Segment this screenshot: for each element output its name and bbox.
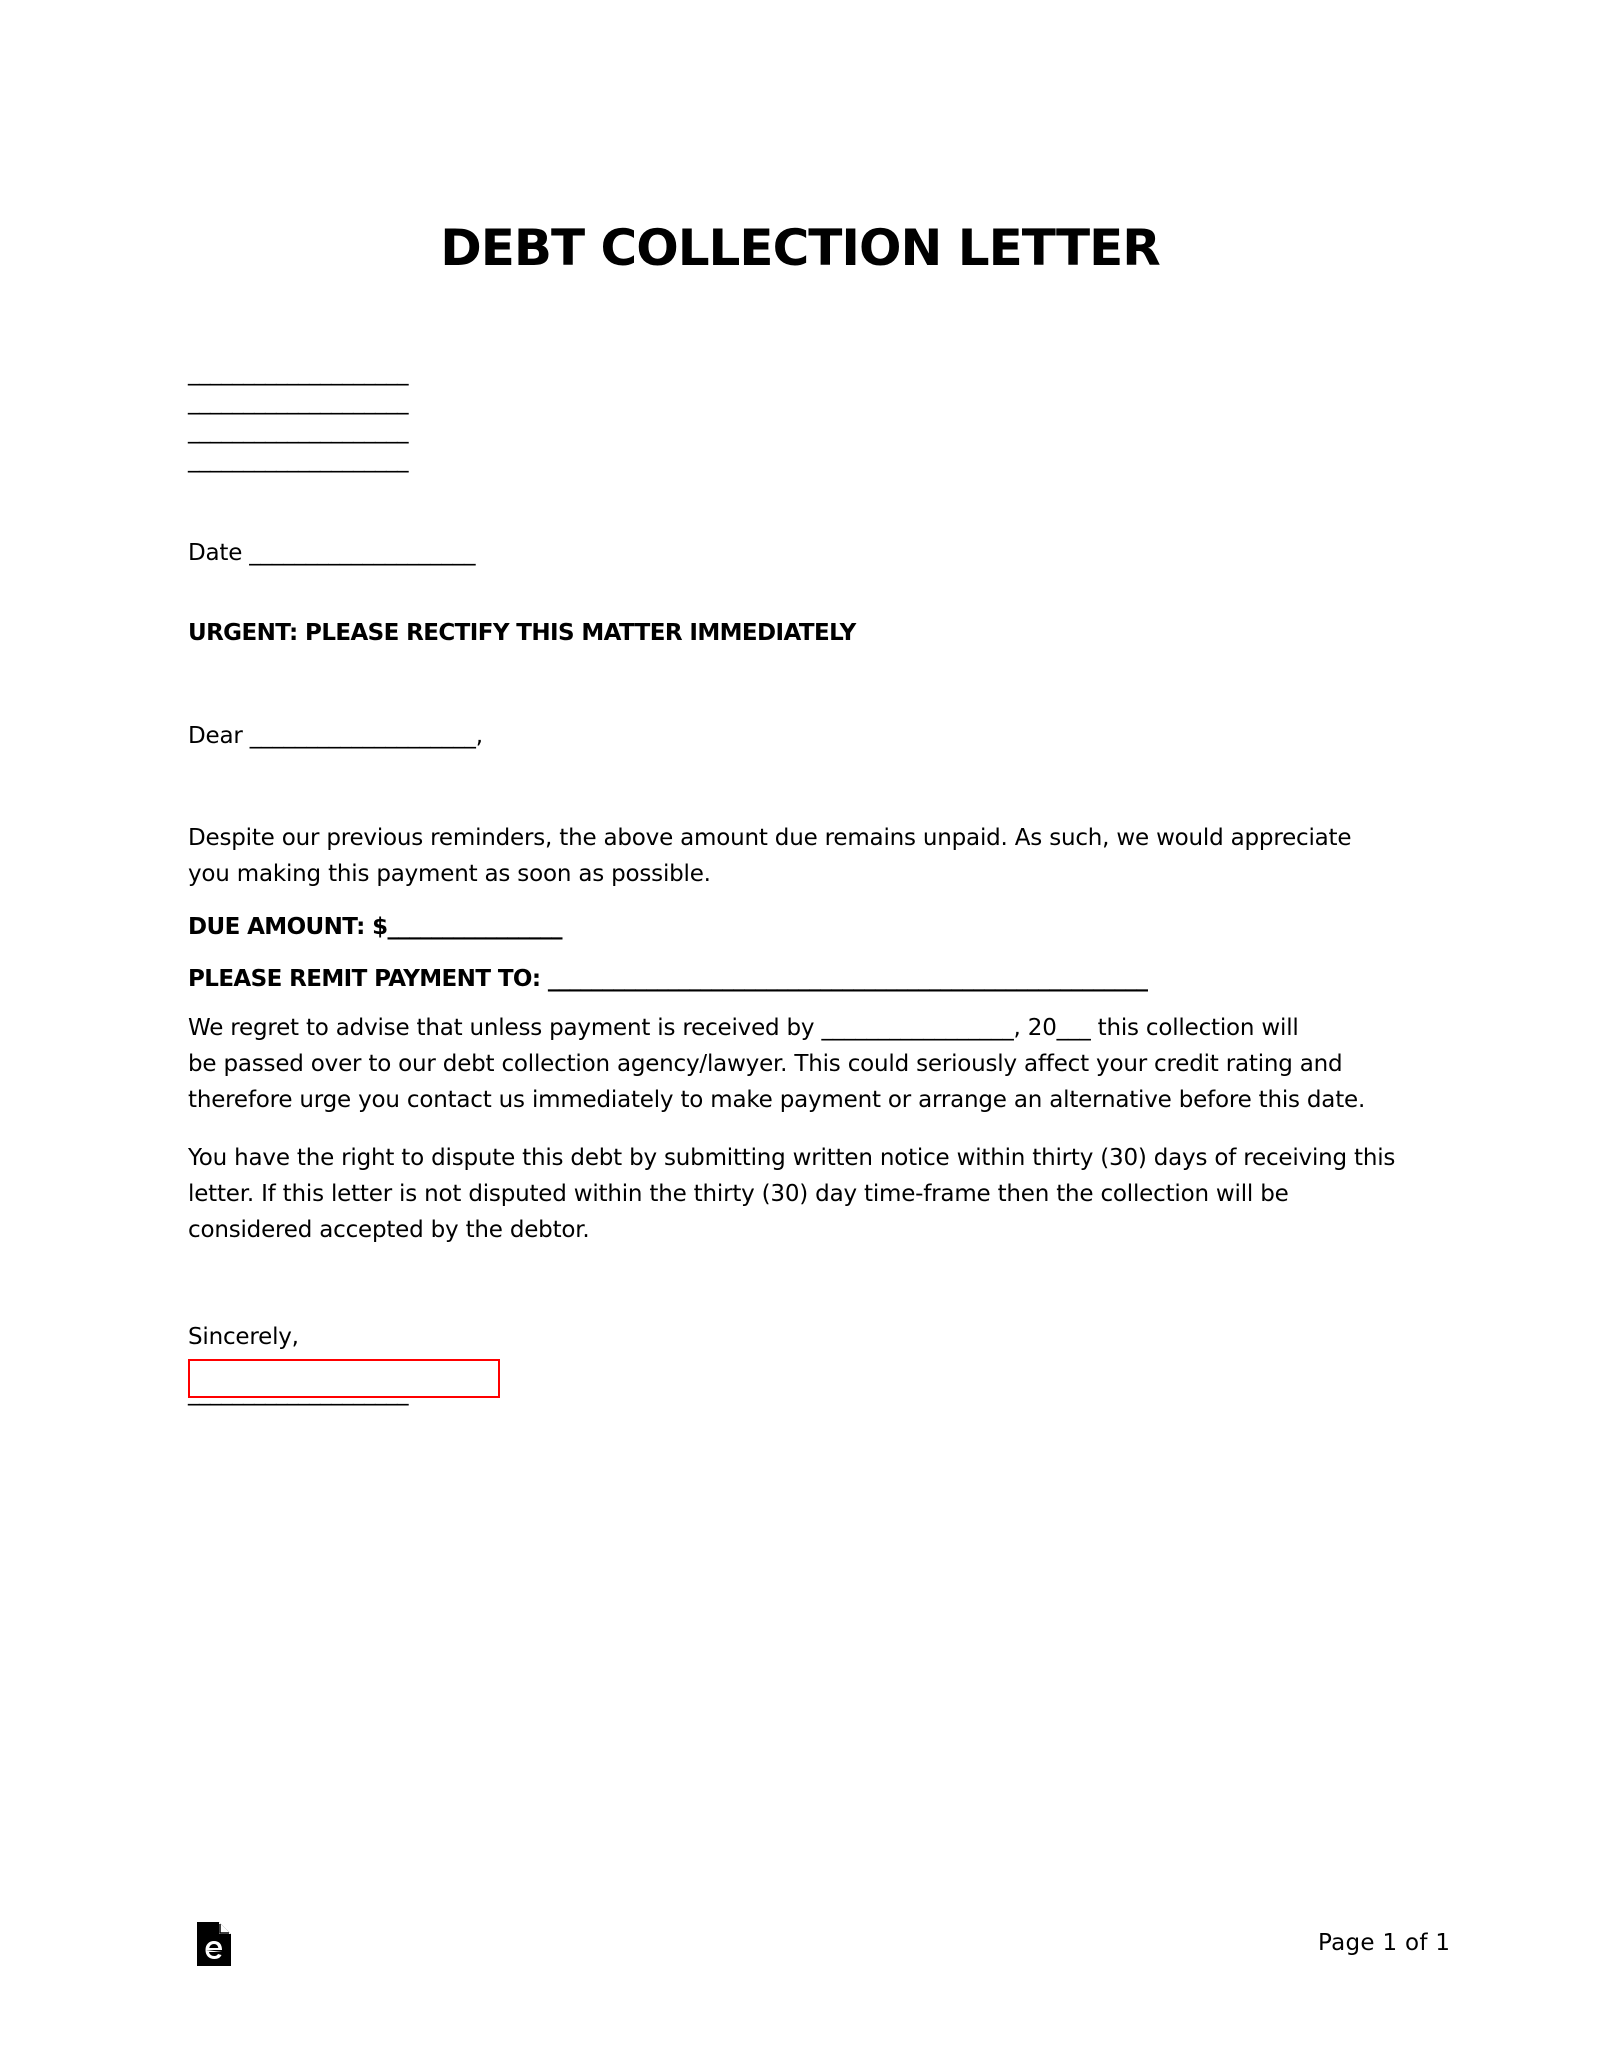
sender-address-line-3: ____________________ <box>188 418 408 444</box>
dispute-paragraph-line: You have the right to dispute this debt by submitting written notice within thirty (30) days of receiving this <box>188 1145 1396 1171</box>
urgent-heading: URGENT: PLEASE RECTIFY THIS MATTER IMMEDIATELY <box>188 620 856 646</box>
sender-address-line-2: ____________________ <box>188 389 408 415</box>
deadline-paragraph-line: be passed over to our debt collection agency/lawyer. This could seriously affect your credit rating and <box>188 1051 1343 1077</box>
closing-line: Sincerely, <box>188 1324 299 1350</box>
signature-line: ____________________ <box>188 1380 408 1406</box>
deadline-paragraph-line: We regret to advise that unless payment is received by _________________, 20___ this collection will <box>188 1015 1299 1041</box>
dispute-paragraph-line: considered accepted by the debtor. <box>188 1217 590 1243</box>
deadline-paragraph <box>188 1010 1428 1118</box>
document-title: DEBT COLLECTION LETTER <box>440 219 1160 277</box>
dispute-paragraph <box>188 1140 1428 1248</box>
salutation-line: Dear ____________________, <box>188 723 483 749</box>
intro-paragraph-line: you making this payment as soon as possible. <box>188 861 711 887</box>
intro-paragraph <box>188 820 1428 892</box>
remit-payment-line: PLEASE REMIT PAYMENT TO: _______________________________________________________ <box>188 966 1148 992</box>
date-line: Date ____________________ <box>188 540 476 566</box>
deadline-paragraph-line: therefore urge you contact us immediately to make payment or arrange an alternative before this date. <box>188 1087 1366 1113</box>
eforms-document-icon <box>197 1922 231 1966</box>
page-number: Page 1 of 1 <box>1318 1930 1451 1956</box>
dispute-paragraph-line: letter. If this letter is not disputed within the thirty (30) day time-frame then the collection will be <box>188 1181 1289 1207</box>
intro-paragraph-line: Despite our previous reminders, the above amount due remains unpaid. As such, we would appreciate <box>188 825 1352 851</box>
due-amount-line: DUE AMOUNT: $________________ <box>188 914 562 940</box>
sender-address-line-1: ____________________ <box>188 360 408 386</box>
sender-address-line-4: ____________________ <box>188 447 408 473</box>
signature-input-field[interactable] <box>188 1359 500 1398</box>
